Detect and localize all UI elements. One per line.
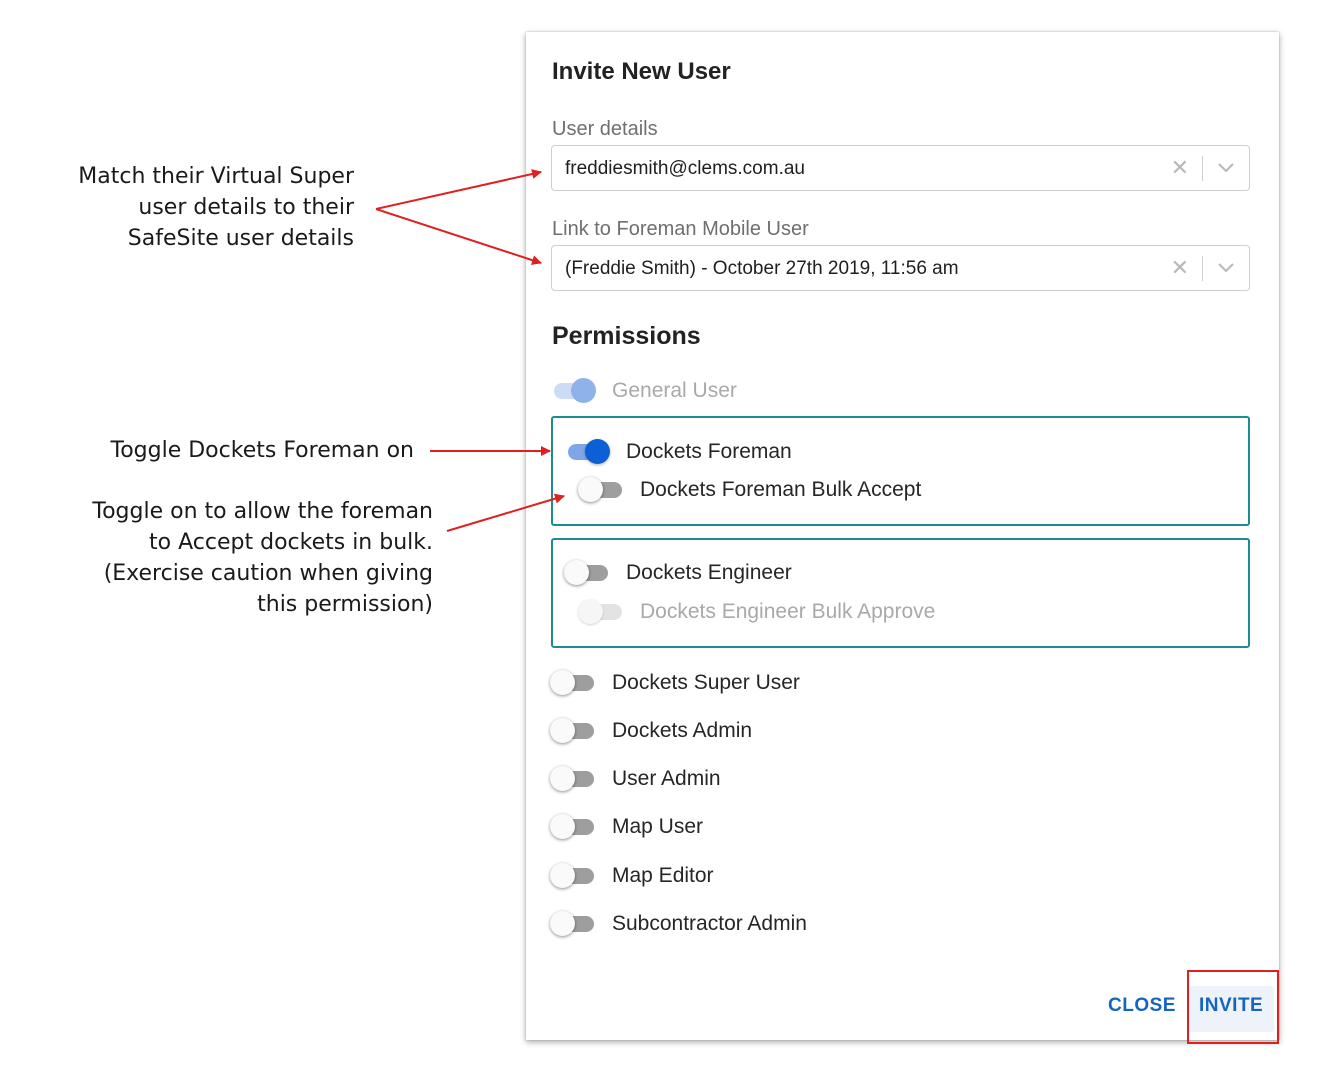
select-divider bbox=[1202, 256, 1203, 281]
permission-general-user bbox=[550, 376, 737, 406]
user-admin-label: User Admin bbox=[612, 767, 721, 790]
annotation-toggle-foreman: Toggle Dockets Foreman on bbox=[110, 438, 414, 463]
foreman-link-select[interactable] bbox=[551, 245, 1250, 291]
invite-user-dialog bbox=[526, 32, 1279, 1040]
permission-dockets-engineer-bulk bbox=[578, 597, 935, 627]
permission-map-editor bbox=[550, 861, 714, 891]
dockets-super-user-toggle[interactable] bbox=[550, 668, 596, 698]
dockets-admin-toggle[interactable] bbox=[550, 716, 596, 746]
permission-dockets-admin bbox=[550, 716, 752, 746]
invite-button[interactable]: INVITE bbox=[1193, 994, 1269, 1018]
permission-dockets-super-user bbox=[550, 668, 800, 698]
dockets-engineer-bulk-toggle bbox=[578, 597, 624, 627]
general-user-label: General User bbox=[612, 379, 737, 402]
close-button[interactable]: CLOSE bbox=[1102, 994, 1182, 1018]
dockets-super-user-label: Dockets Super User bbox=[612, 671, 800, 694]
select-divider bbox=[1202, 156, 1203, 181]
dockets-foreman-label: Dockets Foreman bbox=[626, 440, 792, 463]
arrow-to-foreman-link bbox=[376, 209, 541, 263]
invite-highlight-box bbox=[1187, 970, 1279, 1044]
permission-user-admin bbox=[550, 764, 721, 794]
map-editor-label: Map Editor bbox=[612, 864, 714, 887]
dockets-admin-label: Dockets Admin bbox=[612, 719, 753, 742]
dockets-foreman-bulk-label: Dockets Foreman Bulk Accept bbox=[640, 478, 922, 501]
user-details-label: User details bbox=[552, 118, 658, 140]
foreman-link-label: Link to Foreman Mobile User bbox=[552, 218, 809, 240]
chevron-down-icon[interactable] bbox=[1217, 162, 1235, 174]
dockets-foreman-toggle[interactable] bbox=[564, 437, 610, 467]
dockets-engineer-label: Dockets Engineer bbox=[626, 561, 792, 584]
annotation-toggle-bulk: Toggle on to allow the foreman to Accept dockets in bulk. (Exercise caution when giving this permission) bbox=[92, 499, 433, 617]
dialog-title: Invite New User bbox=[552, 58, 731, 85]
permission-dockets-foreman-bulk bbox=[578, 475, 921, 505]
foreman-permissions-group bbox=[551, 416, 1250, 526]
general-user-toggle bbox=[550, 376, 596, 406]
dockets-foreman-bulk-toggle[interactable] bbox=[578, 475, 624, 505]
foreman-link-value: (Freddie Smith) - October 27th 2019, 11:56 am bbox=[565, 258, 959, 279]
dockets-engineer-toggle[interactable] bbox=[564, 558, 610, 588]
clear-icon[interactable]: ✕ bbox=[1170, 255, 1189, 280]
subcontractor-admin-label: Subcontractor Admin bbox=[612, 912, 807, 935]
permissions-title: Permissions bbox=[552, 322, 701, 350]
engineer-permissions-group bbox=[551, 538, 1250, 648]
dockets-engineer-bulk-label: Dockets Engineer Bulk Approve bbox=[640, 600, 936, 623]
subcontractor-admin-toggle[interactable] bbox=[550, 909, 596, 939]
permission-map-user bbox=[550, 812, 703, 842]
permission-dockets-foreman bbox=[564, 437, 792, 467]
user-details-value: freddiesmith@clems.com.au bbox=[565, 158, 805, 179]
chevron-down-icon[interactable] bbox=[1217, 262, 1235, 274]
map-editor-toggle[interactable] bbox=[550, 861, 596, 891]
arrow-to-user-details bbox=[376, 172, 541, 209]
map-user-label: Map User bbox=[612, 815, 704, 838]
map-user-toggle[interactable] bbox=[550, 812, 596, 842]
permission-dockets-engineer bbox=[564, 558, 792, 588]
permission-subcontractor-admin bbox=[550, 909, 807, 939]
annotation-match-details: Match their Virtual Super user details to their SafeSite user details bbox=[78, 164, 354, 251]
clear-icon[interactable]: ✕ bbox=[1170, 155, 1189, 180]
user-admin-toggle[interactable] bbox=[550, 764, 596, 794]
user-details-select[interactable] bbox=[551, 145, 1250, 191]
